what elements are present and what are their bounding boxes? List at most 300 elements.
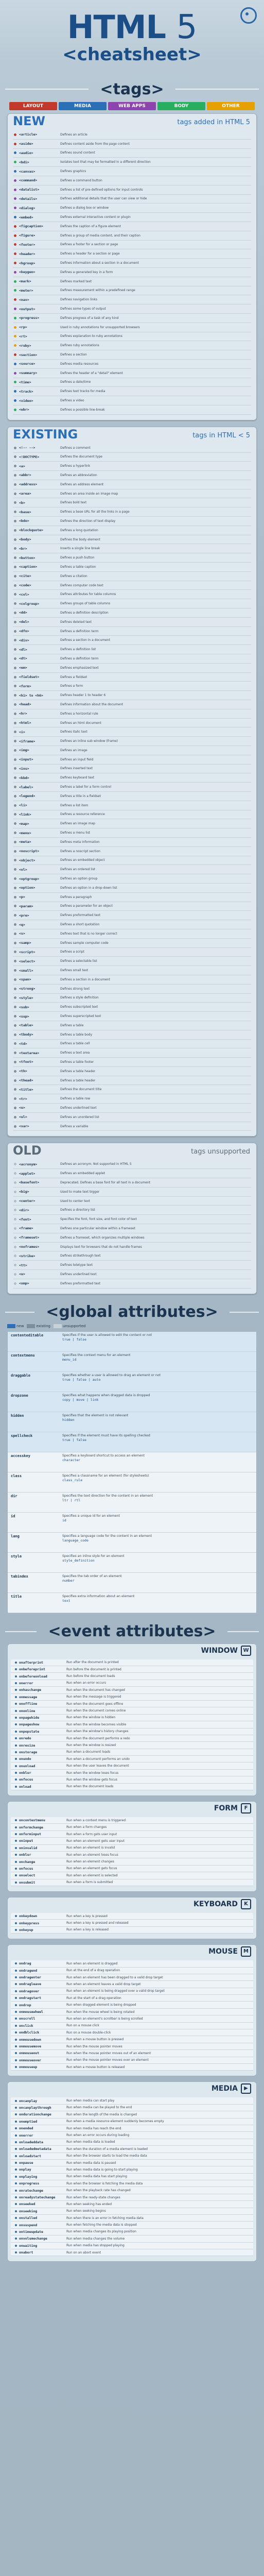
category-dot-icon (14, 813, 16, 816)
tag-description: Defines a short quotation (60, 923, 100, 927)
tag-description: Defines external interactive content or plugin (60, 215, 131, 219)
tag-row (13, 304, 251, 314)
event-group-title: MOUSE (208, 1947, 238, 1956)
tag-row (13, 1030, 251, 1040)
event-description: Run before the document loads (66, 1674, 115, 1679)
event-description: Run when media changes the volume (66, 2236, 125, 2241)
tag-description: Defines a horizontal rule (60, 711, 98, 716)
event-description: Run when the document performs a redo (66, 1736, 130, 1740)
attribute-desc-text: Specifies a language code for the content in an element (62, 1534, 152, 1538)
event-description: Run when the mouse pointer moves (66, 2044, 122, 2048)
tag-name: <q> (19, 922, 25, 927)
tag-description: Defines a table body (60, 1032, 93, 1037)
event-name: onkeypress (19, 1921, 40, 1925)
event-description: Run when an element is dragged (66, 1961, 118, 1965)
tag-row (13, 167, 251, 176)
title-text: HTML (67, 8, 166, 46)
legend-item-media: MEDIA (59, 102, 107, 110)
event-row (11, 1852, 253, 1858)
category-dot-icon (14, 161, 16, 163)
tag-row (13, 1040, 251, 1049)
category-dot-icon (14, 529, 16, 532)
event-name: ondragstart (19, 1996, 42, 2001)
tag-name: <header> (19, 251, 36, 256)
category-dot-icon (14, 1125, 16, 1128)
tag-row (13, 149, 251, 158)
event-name: ondblclick (19, 2030, 40, 2035)
tag-name: <button> (19, 555, 36, 560)
tag-name: <tr> (19, 1096, 27, 1101)
tag-description: Defines a table row (60, 1097, 91, 1101)
bullet-icon (15, 2231, 17, 2233)
category-dot-icon (14, 1024, 16, 1027)
tag-name: <option> (19, 886, 36, 890)
tag-row (13, 773, 251, 783)
category-dot-icon (14, 372, 16, 375)
tag-row (13, 176, 251, 185)
tag-name: <sub> (19, 1005, 29, 1009)
bullet-icon (15, 2011, 17, 2013)
tag-name: <address> (19, 482, 38, 487)
event-name: onmouseup (19, 2065, 38, 2070)
tag-row (13, 599, 251, 608)
bullet-icon (15, 2141, 17, 2143)
tag-name: <menu> (19, 831, 31, 835)
bullet-icon (15, 2245, 17, 2247)
event-row (11, 2187, 253, 2194)
bullet-icon (15, 1990, 17, 1992)
attribute-row (8, 1593, 256, 1613)
bullet-icon (15, 1710, 17, 1712)
bullet-icon (15, 2203, 17, 2205)
tag-description: Defines a definition term (60, 629, 99, 633)
event-description: Run on a mouse click (66, 2024, 99, 2028)
bullet-icon (15, 1882, 17, 1884)
category-dot-icon (14, 326, 16, 329)
bullet-icon (15, 1854, 17, 1856)
tag-description: Defines inserted text (60, 767, 93, 771)
event-description: Run when the window's history changes (66, 1730, 129, 1734)
tag-description: Defines a noscript section (60, 849, 100, 853)
bullet-icon (15, 2134, 17, 2137)
event-row (11, 1749, 253, 1756)
tag-description: Defines an option group (60, 877, 98, 881)
attribute-values: text (62, 1598, 71, 1603)
tag-description: Defines a table cell (60, 1042, 90, 1046)
tag-name: <label> (19, 785, 33, 789)
event-name: onpagehide (19, 1715, 40, 1720)
tag-row (13, 563, 251, 572)
category-dot-icon (14, 758, 16, 761)
tag-row (13, 893, 251, 902)
category-dot-icon (14, 1227, 16, 1230)
category-dot-icon (14, 685, 16, 687)
event-description: Run when there is an error in fetching media data (66, 2216, 144, 2220)
existing-tags-subtitle: tags in HTML < 5 (192, 431, 250, 439)
attribute-description (62, 1514, 253, 1531)
attribute-values: true | false | auto (62, 1377, 101, 1382)
old-tags-box (7, 1143, 257, 1294)
event-description: Run when a key is pressed (66, 1914, 108, 1918)
event-name: onprogress (19, 2181, 40, 2186)
tag-row (13, 1233, 251, 1243)
tag-name: <hgroup> (19, 261, 36, 265)
tag-name: <summary> (19, 371, 38, 376)
tag-name: <wbr> (19, 408, 29, 412)
tag-row (13, 1197, 251, 1206)
divider (227, 1631, 259, 1632)
tag-name: <bdo> (19, 519, 29, 523)
tag-description: Defines the caption of a figure element (60, 224, 121, 228)
event-group-form (7, 1801, 257, 1892)
category-dot-icon (14, 197, 16, 200)
tag-description: Defines a script (60, 950, 84, 954)
bullet-icon (15, 1786, 17, 1788)
tag-row (13, 1076, 251, 1086)
category-dot-icon (14, 409, 16, 411)
tag-name: <source> (19, 362, 36, 366)
tag-row (13, 553, 251, 563)
tag-description: Defines a header for a section or page (60, 252, 120, 256)
event-description: Run when a form is submitted (66, 1880, 113, 1885)
tag-row (13, 691, 251, 700)
event-row (11, 1858, 253, 1865)
legend-unsupported: unsupported (54, 1324, 86, 1328)
attribute-description (62, 1333, 253, 1350)
legend-new: new (7, 1324, 24, 1328)
tag-row (13, 286, 251, 296)
tag-row (13, 323, 251, 332)
bullet-icon (15, 2031, 17, 2033)
category-dot-icon (14, 648, 16, 651)
tag-name: <th> (19, 1069, 27, 1074)
event-row (11, 1707, 253, 1714)
event-row (11, 1721, 253, 1728)
tag-row (13, 1122, 251, 1131)
tag-name: <dfn> (19, 629, 29, 634)
event-row (11, 2029, 253, 2036)
tag-row (13, 1048, 251, 1058)
tag-row (13, 847, 251, 856)
attribute-name: accesskey (11, 1453, 30, 1458)
tag-description: Defines sound content (60, 151, 95, 155)
tag-row (13, 369, 251, 378)
tags-section-heading (0, 77, 264, 101)
tag-description: Defines teletype text (60, 1263, 93, 1267)
event-name: onfocus (19, 1866, 33, 1871)
category-dot-icon (14, 667, 16, 669)
tag-description: Defines information about a section in a document (60, 261, 139, 265)
bullet-icon (15, 1929, 17, 1931)
event-description: Run when the window gets focus (66, 1777, 117, 1782)
event-row (11, 1715, 253, 1721)
event-name: onabort (19, 2250, 33, 2255)
bullet-icon (15, 2238, 17, 2240)
category-dot-icon (14, 767, 16, 770)
tag-name: <progress> (19, 316, 40, 320)
bullet-icon (15, 1744, 17, 1747)
tag-row (13, 618, 251, 627)
tag-row (13, 1224, 251, 1233)
event-group-header (8, 2082, 256, 2095)
tag-name: <time> (19, 380, 31, 384)
tag-row (13, 948, 251, 957)
category-dot-icon (14, 363, 16, 365)
tag-name: <ins> (19, 766, 29, 771)
event-description: Run when dragged element is being dropped (66, 2003, 136, 2007)
tag-description: Defines an option in a drop-down list (60, 886, 117, 890)
tag-description: Defines an embedded applet (60, 1172, 105, 1176)
bullet-icon (15, 2190, 17, 2192)
tag-row (13, 396, 251, 405)
event-description: Run when media can start play (66, 2099, 115, 2103)
attribute-desc-text: Specifies an inline style for an element (62, 1554, 125, 1558)
global-attributes-table (7, 1331, 257, 1614)
event-row (11, 2166, 253, 2173)
header (0, 0, 264, 77)
category-dot-icon (14, 612, 16, 614)
event-name: onfocus (19, 1777, 33, 1782)
tag-name: <abbr> (19, 473, 31, 478)
event-row (11, 1776, 253, 1783)
tag-name: <kbd> (19, 775, 29, 780)
tag-row (13, 268, 251, 277)
attribute-desc-text: Specifies that the element is not relevant (62, 1413, 129, 1417)
event-row (11, 1838, 253, 1844)
tag-row (13, 444, 251, 453)
tag-name: <rp> (19, 325, 27, 330)
category-dot-icon (14, 1255, 16, 1257)
event-description: Run when a context menu is triggered (66, 1818, 126, 1822)
event-group-media (7, 2081, 257, 2262)
attribute-desc-text: Specifies a unique id for an element (62, 1514, 120, 1518)
tag-name: <figure> (19, 233, 36, 238)
event-description: Run when media has reach the end (66, 2126, 121, 2130)
category-dot-icon (14, 593, 16, 596)
existing-tags-list (8, 442, 256, 1137)
event-description: Run when an element gets user input (66, 1839, 125, 1843)
attribute-row (8, 1352, 256, 1372)
tag-description: Defines superscripted text (60, 1014, 101, 1018)
bullet-icon (15, 1723, 17, 1725)
tag-name: <thead> (19, 1078, 33, 1083)
event-description: Run when an element's scrollbar is being scrolled (66, 2016, 143, 2021)
event-name: onvolumechange (19, 2236, 47, 2241)
event-name: onoffline (19, 1702, 38, 1706)
tag-row (13, 755, 251, 765)
event-description: Run when media can be played to the end (66, 2106, 132, 2110)
tag-row (13, 507, 251, 517)
tag-description: Defines a date/time (60, 380, 91, 384)
category-dot-icon (14, 786, 16, 788)
category-dot-icon (14, 381, 16, 383)
tag-name: <del> (19, 620, 29, 624)
page-title (0, 0, 264, 46)
tag-description: Defines a parameter for an object (60, 904, 113, 908)
event-row (11, 2235, 253, 2242)
bullet-icon (15, 1731, 17, 1733)
bullet-icon (15, 2113, 17, 2115)
attribute-name: title (11, 1594, 22, 1599)
tag-row (13, 590, 251, 599)
tag-row (13, 1113, 251, 1122)
event-row (11, 1968, 253, 1974)
tag-row (13, 1279, 251, 1289)
tag-name: <meter> (19, 288, 33, 293)
event-description: Run when the browser starts to load the media data (66, 2154, 147, 2158)
tag-row (13, 700, 251, 709)
bullet-icon (15, 2107, 17, 2109)
category-dot-icon (14, 1236, 16, 1239)
event-name: ontimeupdate (19, 2229, 43, 2234)
tag-row (13, 929, 251, 939)
tag-row (13, 828, 251, 838)
tag-row (13, 453, 251, 462)
old-tags-list (8, 1158, 256, 1293)
bullet-icon (15, 1758, 17, 1760)
event-group-header (8, 1945, 256, 1958)
event-name: onunload (19, 1764, 36, 1768)
bullet-icon (15, 1874, 17, 1876)
tag-row (13, 975, 251, 985)
attribute-name: hidden (11, 1413, 24, 1418)
attribute-values: menu_id (62, 1357, 77, 1362)
tag-description: Defines a section in a document (60, 977, 110, 981)
tag-name: <colgroup> (19, 601, 40, 606)
tag-name: <form> (19, 684, 31, 688)
tag-name: <optgroup> (19, 876, 40, 881)
bullet-icon (15, 1675, 17, 1677)
tag-description: Defines media resources (60, 362, 99, 366)
tag-row (13, 241, 251, 250)
event-row (11, 2132, 253, 2139)
event-description: Run when an element has been dragged to a valid drop target (66, 1975, 163, 1979)
event-name: onchange (19, 1859, 36, 1864)
tag-row (13, 911, 251, 920)
tag-description: Defines sample computer code (60, 941, 109, 945)
tag-row (13, 535, 251, 545)
category-dot-icon (14, 556, 16, 559)
tag-name: <object> (19, 858, 36, 862)
tag-description: Defines measurement within a predefined range (60, 289, 135, 293)
event-name: onmessage (19, 1694, 38, 1699)
tag-description: Defines information about the document (60, 702, 124, 706)
attribute-row (8, 1553, 256, 1573)
category-dot-icon (14, 151, 16, 154)
event-name: onredo (19, 1736, 31, 1741)
tag-name: <u> (19, 1106, 25, 1110)
tag-name: <bdi> (19, 160, 29, 164)
category-dot-icon (14, 566, 16, 568)
tag-description: Defines a base URL for all the links in a page (60, 510, 130, 514)
tag-name: <font> (19, 1217, 31, 1222)
divider (5, 1631, 37, 1632)
tag-description: Inserts a single line break (60, 547, 100, 551)
tag-description: Defines italic text (60, 730, 87, 734)
tag-description: Defines a section in a document (60, 638, 110, 642)
tag-name: <a> (19, 464, 25, 468)
category-dot-icon (14, 1282, 16, 1285)
attribute-name: draggable (11, 1373, 30, 1378)
category-dot-icon (14, 465, 16, 467)
event-name: onerror (19, 2133, 33, 2138)
tag-name: <small> (19, 968, 33, 973)
tag-description: Defines a style definition (60, 996, 99, 1000)
bullet-icon (15, 1840, 17, 1842)
category-dot-icon (14, 1264, 16, 1266)
event-row (11, 2036, 253, 2043)
tag-name: <big> (19, 1190, 29, 1194)
event-name: onmousedown (19, 2037, 42, 2042)
site-logo-icon (240, 7, 257, 24)
event-name: onloadstart (19, 2154, 42, 2158)
event-list (11, 1817, 253, 1886)
category-dot-icon (14, 298, 16, 301)
attribute-name: spellcheck (11, 1433, 33, 1438)
tag-description: Defines header 1 to header 6 (60, 693, 106, 698)
event-name: onmousemove (19, 2044, 42, 2048)
event-description: Run on a mouse double-click (66, 2030, 111, 2035)
tag-name: <dl> (19, 647, 27, 652)
event-description: Run when the window loses focus (66, 1771, 119, 1775)
tag-name: <rt> (19, 334, 27, 338)
tag-description: Defines a list item (60, 803, 89, 807)
tag-description: Defines the document type (60, 455, 102, 459)
event-row (11, 1872, 253, 1879)
category-dot-icon (14, 933, 16, 935)
event-name: onforminput (19, 1832, 42, 1837)
tag-name: <details> (19, 196, 38, 201)
category-dot-icon (14, 170, 16, 173)
category-dot-icon (14, 271, 16, 274)
attribute-description (62, 1534, 253, 1551)
tag-name: <!DOCTYPE> (19, 454, 40, 459)
event-row (11, 1995, 253, 2002)
event-name: onbeforeonload (19, 1674, 47, 1679)
event-group-header (8, 1802, 256, 1815)
bullet-icon (15, 1717, 17, 1719)
divider (5, 1312, 34, 1313)
tag-description: Defines an address element (60, 482, 104, 486)
event-group-window (7, 1643, 257, 1796)
legend-item-body: BODY (157, 102, 205, 110)
event-row (11, 1981, 253, 1988)
tag-name: <mark> (19, 279, 31, 284)
tag-description: Used to make text bigger (60, 1190, 100, 1194)
tag-description: Defines an ordered list (60, 868, 96, 872)
tag-description: Defines keyboard text (60, 776, 95, 780)
event-row (11, 1680, 253, 1687)
tag-name: <applet> (19, 1171, 36, 1176)
category-dot-icon (14, 353, 16, 356)
event-row (11, 1831, 253, 1838)
event-name: onbeforeprint (19, 1667, 45, 1672)
category-dot-icon (14, 694, 16, 697)
tag-description: Defines subscripted text (60, 1005, 98, 1009)
category-dot-icon (14, 776, 16, 779)
attribute-row (8, 1472, 256, 1493)
event-group-header (8, 1644, 256, 1657)
bullet-icon (15, 2217, 17, 2219)
event-name: onclick (19, 2023, 33, 2028)
tag-name: <article> (19, 132, 38, 137)
event-row (11, 2229, 253, 2235)
tag-description: Defines ruby annotations (60, 344, 99, 348)
event-row (11, 2180, 253, 2187)
category-dot-icon (14, 832, 16, 834)
category-dot-icon (14, 1079, 16, 1082)
tag-row (13, 544, 251, 553)
